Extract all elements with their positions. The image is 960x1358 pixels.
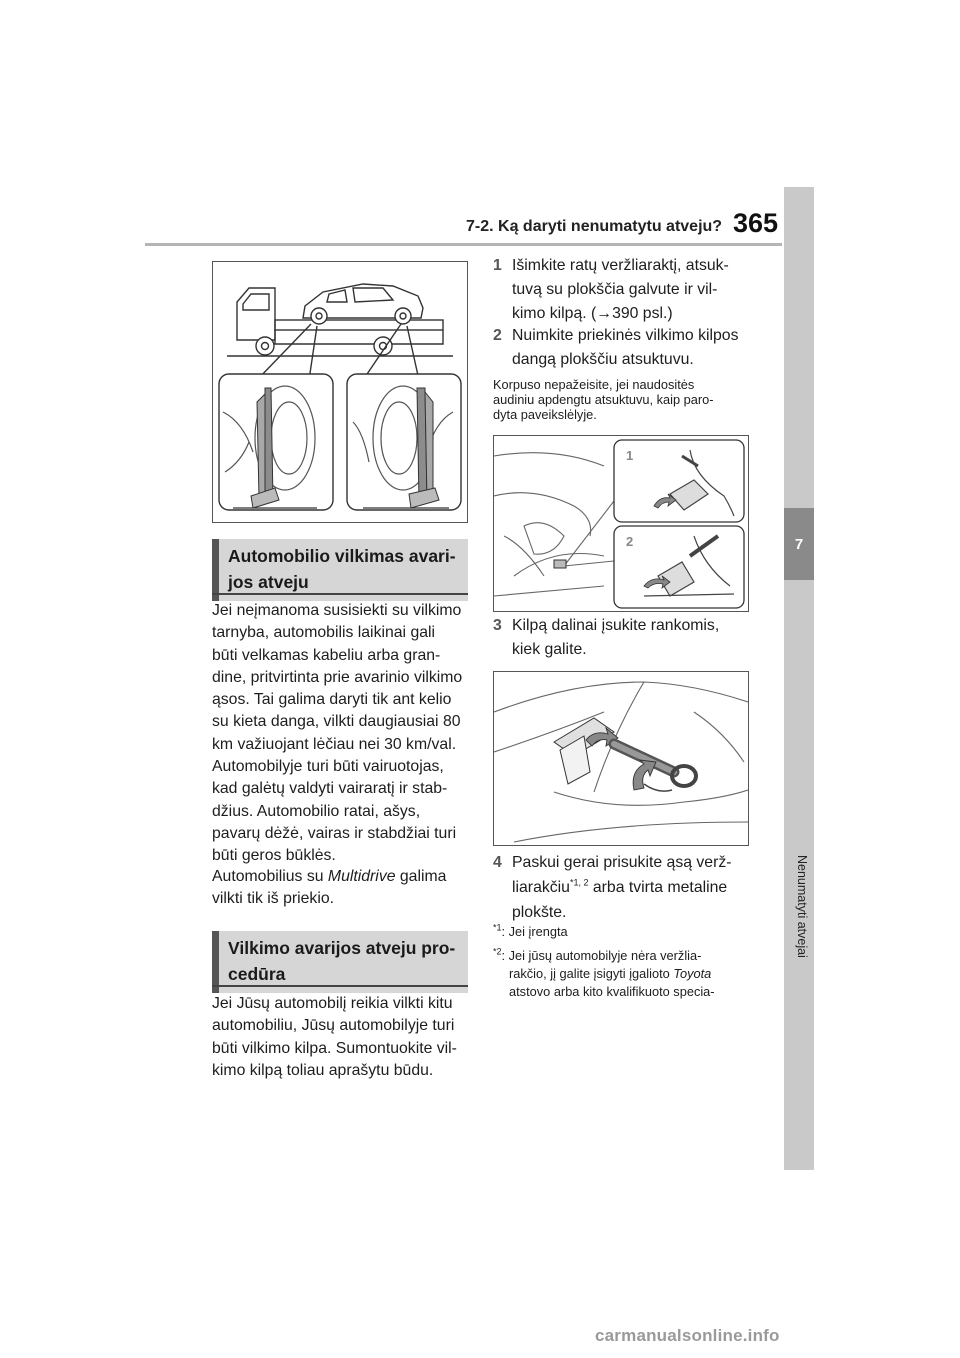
- paragraph-towing-eyelet: [212, 993, 472, 1082]
- eyelet-install-illustration: [494, 672, 748, 845]
- footnote-2: [493, 947, 763, 1001]
- text-line: Jei Jūsų automobilį reikia vilkti kitu: [212, 995, 453, 1012]
- cover-removal-illustration: [494, 436, 748, 611]
- text-line: Paskui gerai prisukite ąsą verž-: [512, 854, 732, 871]
- figure-eyelet-install: [493, 671, 749, 846]
- text-line: [512, 875, 768, 900]
- text-line: [493, 965, 763, 983]
- text-line: Nuimkite priekinės vilkimo kilpos: [512, 327, 739, 344]
- figure-cover-removal: [493, 435, 749, 612]
- text-line: Jei neįmanoma susisiekti su vilkimo: [212, 602, 462, 619]
- section-heading-emergency-towing: [212, 539, 468, 601]
- text-line: su kieta danga, vilkti daugiausiai 80: [212, 713, 461, 731]
- text-line: [212, 866, 472, 888]
- text-fragment: arba tvirta metaline: [588, 879, 728, 896]
- header-title: 7-2. Ką daryti nenumatytu atveju?: [466, 218, 723, 235]
- text-line: džius. Automobilio ratai, ašys,: [212, 802, 421, 820]
- step-number: 4: [493, 854, 502, 871]
- text-line: būti velkamas kabeliu arba gran-: [212, 646, 441, 664]
- text-line: kiek galite.: [512, 641, 587, 658]
- brand-term: Toyota: [673, 966, 712, 981]
- text-line: kad galėtų valdyti vairaratį ir stab-: [212, 780, 448, 798]
- chapter-label: Nenumatyti atvejai: [795, 855, 809, 958]
- footnote-text: : Jei įrengta: [501, 924, 568, 939]
- text-line: kimo kilpą toliau aprašytu būdu.: [212, 1061, 434, 1079]
- text-line: [493, 947, 763, 965]
- text-line: Automobilyje turi būti vairuotojas,: [212, 758, 444, 776]
- text-fragment: galima: [395, 868, 447, 885]
- text-line: būti geros būklės.: [212, 847, 336, 865]
- text-line: atstovo arba kito kvalifikuoto specia-: [509, 984, 715, 999]
- heading-line: cedūra: [228, 964, 286, 984]
- text-line: kimo kilpą. (→390 psl.): [512, 305, 673, 322]
- section-heading-towing-procedure: [212, 931, 468, 993]
- step-2: [493, 324, 763, 372]
- text-fragment: rakčio, jį galite įsigyti įgalioto: [509, 966, 674, 981]
- text-line: km važiuojant lėčiau nei 30 km/val.: [212, 735, 457, 753]
- figure-label-2: 2: [626, 534, 634, 549]
- chapter-number-tab: 7: [784, 508, 814, 580]
- text-line: tarnyba, automobilis laikinai gali: [212, 624, 436, 642]
- text-line: dangą plokščiu atsuktuvu.: [512, 351, 694, 368]
- multidrive-term: Multidrive: [327, 868, 396, 885]
- text-line: tuvą su plokščia galvute ir vil-: [512, 281, 718, 298]
- flatbed-truck-illustration: [213, 262, 467, 522]
- text-line: dyta paveikslėlyje.: [493, 407, 597, 422]
- paragraph-emergency-towing: [212, 600, 472, 868]
- text-line: Kilpą dalinai įsukite rankomis,: [512, 617, 720, 634]
- step-number: 3: [493, 617, 502, 634]
- text-line: vilkti tik iš priekio.: [212, 890, 335, 908]
- text-line: dine, pritvirtinta prie avarinio vilkimo: [212, 668, 463, 686]
- footnote-1: [493, 923, 763, 941]
- paragraph-multidrive: [212, 866, 472, 911]
- text-line: plokšte.: [512, 904, 567, 921]
- step-number: 2: [493, 327, 502, 344]
- text-line: ąsos. Tai galima daryti tik ant kelio: [212, 691, 452, 709]
- text-line: automobiliu, Jūsų automobilyje turi: [212, 1017, 455, 1035]
- heading-underline: [212, 985, 468, 987]
- footnote-mark: *1: [493, 922, 502, 933]
- watermark: carmanualsonline.info: [595, 1326, 780, 1345]
- text-fragment: liarakčiu: [512, 879, 570, 896]
- header-rule: [145, 243, 782, 246]
- footnote-ref: *1, 2: [569, 877, 589, 888]
- note-screwdriver-cloth: [493, 377, 763, 422]
- footnote-mark: *2: [493, 946, 502, 957]
- heading-line: Automobilio vilkimas avari-: [228, 546, 456, 566]
- text-line: Išimkite ratų veržliaraktį, atsuk-: [512, 257, 729, 274]
- page-number: 365: [733, 208, 779, 238]
- text-line: Korpuso nepažeisite, jei naudositės: [493, 377, 695, 392]
- step-4: [493, 850, 768, 925]
- heading-line: jos atveju: [228, 572, 309, 592]
- text-line: būti vilkimo kilpa. Sumontuokite vil-: [212, 1039, 457, 1057]
- text-line: audiniu apdengtu atsuktuvu, kaip paro-: [493, 392, 714, 407]
- heading-underline: [212, 593, 468, 595]
- step-number: 1: [493, 257, 502, 274]
- text-fragment: Automobilius su: [212, 868, 328, 885]
- step-1: [493, 254, 763, 326]
- text-fragment: : Jei jūsų automobilyje nėra veržlia-: [501, 948, 702, 963]
- heading-line: Vilkimo avarijos atveju pro-: [228, 938, 456, 958]
- figure-label-1: 1: [626, 448, 634, 463]
- step-3: [493, 614, 763, 662]
- text-line: pavarų dėžė, vairas ir stabdžiai turi: [212, 824, 457, 842]
- chapter-side-tab: [784, 187, 814, 1170]
- figure-flatbed-tow-truck: [212, 261, 468, 523]
